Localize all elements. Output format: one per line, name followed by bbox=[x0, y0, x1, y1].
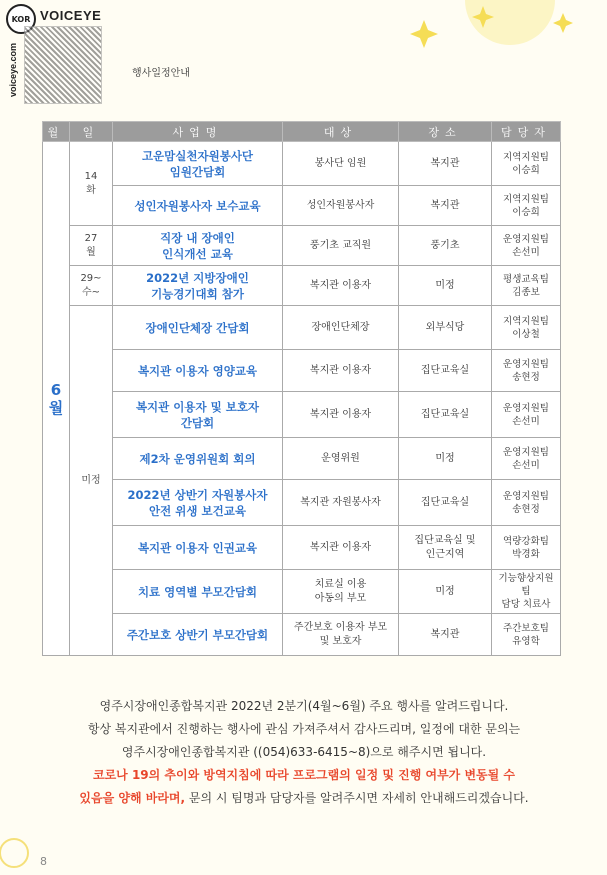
day-cell: 미정 bbox=[70, 306, 113, 656]
month-cell: 6 월 bbox=[43, 142, 70, 656]
program-name-cell: 제2차 운영위원회 회의 bbox=[113, 438, 283, 480]
manager-cell: 운영지원팀 손선미 bbox=[492, 226, 561, 266]
program-name-cell: 복지관 이용자 영양교육 bbox=[113, 350, 283, 392]
col-header-program: 사업명 bbox=[113, 122, 283, 142]
table-row bbox=[43, 526, 561, 570]
target-cell: 복지관 이용자 bbox=[283, 526, 399, 570]
manager-cell: 운영지원팀 손선미 bbox=[492, 438, 561, 480]
notice-alert-line: 코로나 19의 추이와 방역지침에 따라 프로그램의 일정 및 진행 여부가 변동될 수 bbox=[92, 768, 515, 782]
table-row bbox=[43, 226, 561, 266]
table-row bbox=[43, 614, 561, 656]
table-header-row bbox=[43, 122, 561, 142]
target-cell: 장애인단체장 bbox=[283, 306, 399, 350]
program-name-cell: 복지관 이용자 및 보호자 간담회 bbox=[113, 392, 283, 438]
day-cell: 29~ 수~ bbox=[70, 266, 113, 306]
manager-cell: 운영지원팀 손선미 bbox=[492, 392, 561, 438]
place-cell: 복지관 bbox=[399, 614, 492, 656]
day-cell: 27 월 bbox=[70, 226, 113, 266]
target-cell: 운영위원 bbox=[283, 438, 399, 480]
table-row bbox=[43, 480, 561, 526]
schedule-table bbox=[42, 121, 561, 656]
col-header-day: 일 bbox=[70, 122, 113, 142]
notice-line-4 bbox=[30, 787, 578, 810]
table-body bbox=[43, 142, 561, 656]
place-cell: 풍기초 bbox=[399, 226, 492, 266]
manager-cell: 지역지원팀 이승희 bbox=[492, 142, 561, 186]
program-name-cell: 2022년 지방장애인 기능경기대회 참가 bbox=[113, 266, 283, 306]
manager-cell: 운영지원팀 송현정 bbox=[492, 350, 561, 392]
decorative-circle bbox=[0, 835, 40, 875]
table-row bbox=[43, 392, 561, 438]
page-title: 행사일정안내 bbox=[132, 68, 190, 79]
target-cell: 복지관 이용자 bbox=[283, 266, 399, 306]
manager-cell: 지역지원팀 이승희 bbox=[492, 186, 561, 226]
place-cell: 집단교육실 bbox=[399, 392, 492, 438]
program-name-cell: 성인자원봉사자 보수교육 bbox=[113, 186, 283, 226]
manager-cell: 지역지원팀 이상철 bbox=[492, 306, 561, 350]
program-name-cell: 2022년 상반기 자원봉사자 안전 위생 보건교육 bbox=[113, 480, 283, 526]
notice-line-1: 영주시장애인종합복지관 2022년 2분기(4월~6월) 주요 행사를 알려드립니다. bbox=[99, 699, 509, 713]
target-cell: 복지관 이용자 bbox=[283, 392, 399, 438]
program-name-cell: 직장 내 장애인 인식개선 교육 bbox=[113, 226, 283, 266]
target-cell: 복지관 이용자 bbox=[283, 350, 399, 392]
table-row bbox=[43, 266, 561, 306]
place-cell: 집단교육실 bbox=[399, 350, 492, 392]
place-cell: 복지관 bbox=[399, 186, 492, 226]
target-cell: 치료실 이용 아동의 부모 bbox=[283, 570, 399, 614]
manager-cell: 주간보호팀 유영학 bbox=[492, 614, 561, 656]
day-cell: 14 화 bbox=[70, 142, 113, 226]
notice-text bbox=[30, 695, 578, 810]
col-header-target: 대상 bbox=[283, 122, 399, 142]
notice-alert-tail: 있음을 양해 바라며, bbox=[79, 791, 186, 805]
program-name-cell: 주간보호 상반기 부모간담회 bbox=[113, 614, 283, 656]
place-cell: 외부식당 bbox=[399, 306, 492, 350]
manager-cell: 역량강화팀 박경화 bbox=[492, 526, 561, 570]
table-row bbox=[43, 142, 561, 186]
col-header-manager: 담당자 bbox=[492, 122, 561, 142]
program-name-cell: 복지관 이용자 인권교육 bbox=[113, 526, 283, 570]
decorative-flowers bbox=[380, 0, 607, 60]
manager-cell: 기능향상지원팀 담당 치료사 bbox=[492, 570, 561, 614]
manager-cell: 평생교육팀 김종보 bbox=[492, 266, 561, 306]
notice-line-2: 항상 복지관에서 진행하는 행사에 관심 가져주셔서 감사드리며, 일정에 대한 문의는 bbox=[87, 722, 521, 736]
target-cell: 주간보호 이용자 부모 및 보호자 bbox=[283, 614, 399, 656]
voiceye-brand: VOICEYE bbox=[40, 8, 102, 23]
voiceye-url: voiceye.com bbox=[8, 42, 18, 98]
program-name-cell: 장애인단체장 간담회 bbox=[113, 306, 283, 350]
place-cell: 미정 bbox=[399, 266, 492, 306]
table-row bbox=[43, 186, 561, 226]
target-cell: 풍기초 교직원 bbox=[283, 226, 399, 266]
place-cell: 집단교육실 및 인근지역 bbox=[399, 526, 492, 570]
place-cell: 집단교육실 bbox=[399, 480, 492, 526]
col-header-month: 월 bbox=[43, 122, 70, 142]
program-name-cell: 치료 영역별 부모간담회 bbox=[113, 570, 283, 614]
place-cell: 미정 bbox=[399, 570, 492, 614]
target-cell: 봉사단 임원 bbox=[283, 142, 399, 186]
program-name-cell: 고운맘실천자원봉사단 임원간담회 bbox=[113, 142, 283, 186]
kor-logo: KOR bbox=[6, 4, 36, 34]
voiceye-code bbox=[24, 26, 102, 104]
col-header-place: 장소 bbox=[399, 122, 492, 142]
notice-line-3: 영주시장애인종합복지관 ((054)633-6415~8)으로 해주시면 됩니다. bbox=[121, 745, 487, 759]
place-cell: 미정 bbox=[399, 438, 492, 480]
target-cell: 성인자원봉사자 bbox=[283, 186, 399, 226]
table-row bbox=[43, 570, 561, 614]
table-row bbox=[43, 438, 561, 480]
table-row bbox=[43, 306, 561, 350]
notice-line-4-rest: 문의 시 팀명과 담당자를 알려주시면 자세히 안내해드리겠습니다. bbox=[185, 791, 529, 805]
manager-cell: 운영지원팀 송현정 bbox=[492, 480, 561, 526]
target-cell: 복지관 자원봉사자 bbox=[283, 480, 399, 526]
voiceye-qr-block bbox=[6, 4, 106, 104]
table-row bbox=[43, 350, 561, 392]
place-cell: 복지관 bbox=[399, 142, 492, 186]
page-number: 8 bbox=[40, 855, 47, 868]
